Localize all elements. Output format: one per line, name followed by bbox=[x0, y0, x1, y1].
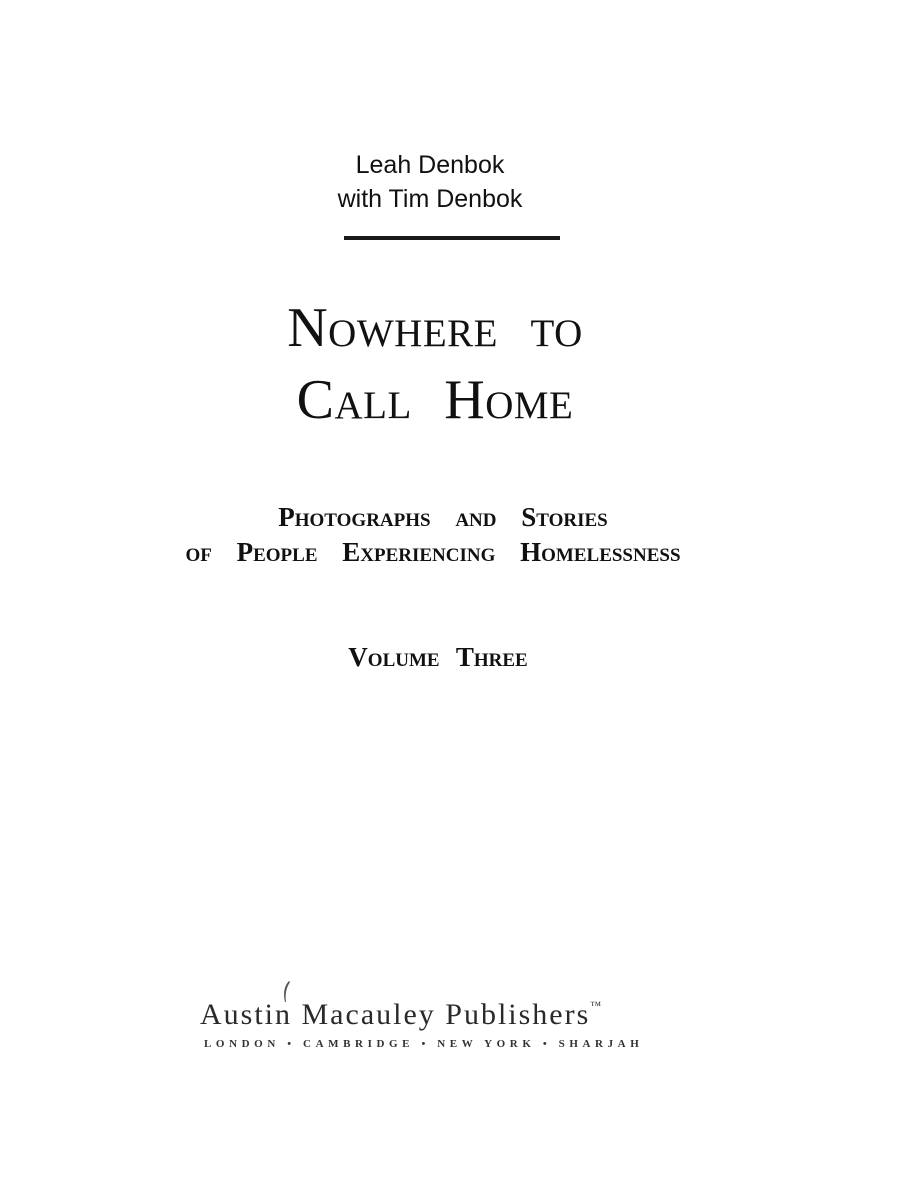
author-name: Leah Denbok bbox=[355, 151, 505, 179]
volume-label: Volume Three bbox=[348, 642, 528, 672]
co-author-name: with Tim Denbok bbox=[337, 185, 523, 213]
book-title-line-1: Nowhere to bbox=[287, 297, 583, 359]
publisher-logo bbox=[200, 980, 710, 1060]
divider-rule bbox=[344, 236, 560, 240]
book-title-line-2: Call Home bbox=[296, 369, 574, 431]
author-block bbox=[0, 148, 860, 216]
subtitle-line-1: Photographs and Stories bbox=[278, 502, 608, 532]
publisher-name-text: Austin Macauley Publishers bbox=[200, 998, 591, 1031]
publisher-name bbox=[200, 998, 700, 1032]
publisher-cities: LONDON • CAMBRIDGE • NEW YORK • SHARJAH bbox=[204, 1038, 644, 1050]
trademark-symbol: ™ bbox=[590, 1000, 602, 1012]
subtitle-line-2: of People Experiencing Homelessness bbox=[185, 537, 681, 567]
